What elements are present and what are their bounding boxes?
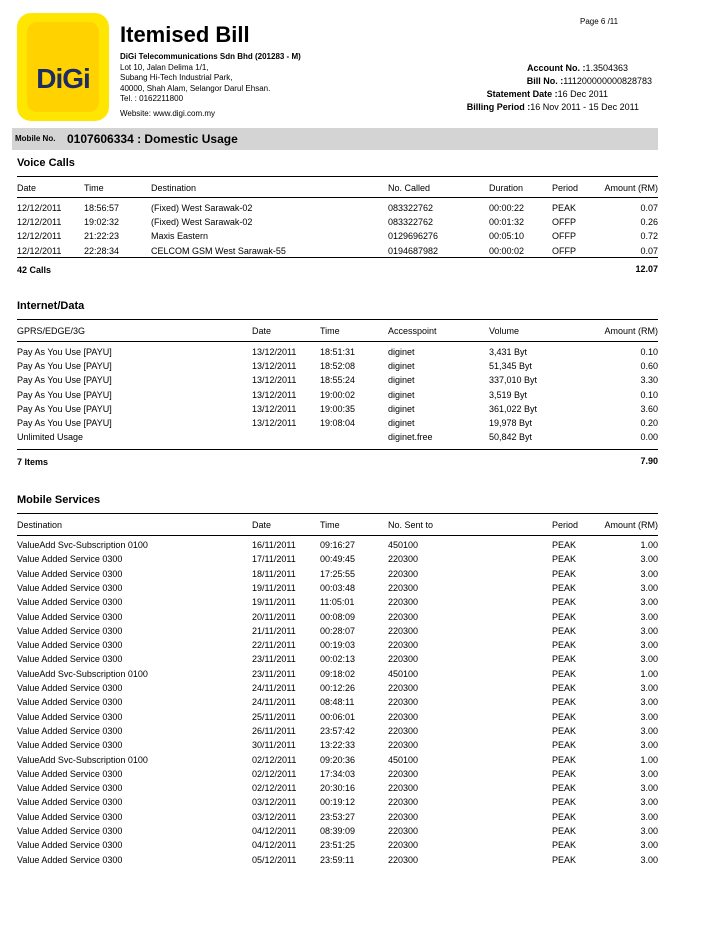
amount-cell: 0.07 <box>640 203 658 213</box>
date-cell: 13/12/2011 <box>252 347 297 357</box>
date-cell: 02/12/2011 <box>252 768 297 779</box>
time-cell: 17:34:03 <box>320 768 356 779</box>
amount-cell: 0.07 <box>640 245 658 256</box>
amount-cell: 3.00 <box>640 683 658 693</box>
accesspoint-cell: diginet <box>388 375 415 386</box>
time-cell: 09:16:27 <box>320 540 356 550</box>
period-cell: PEAK <box>552 740 577 751</box>
period-cell: PEAK <box>552 654 577 665</box>
date-cell: 12/12/2011 <box>17 245 62 256</box>
statement-date-row <box>467 88 608 101</box>
statement-date-value: 16 Dec 2011 <box>557 89 608 99</box>
account-info <box>466 62 652 114</box>
destination-cell: Value Added Service 0300 <box>17 654 123 665</box>
account-number-label: Account No. : <box>526 63 586 73</box>
amount-cell: 3.00 <box>640 826 658 836</box>
number-sent-to-cell: 450100 <box>388 540 419 550</box>
number-sent-to-cell: 220300 <box>388 854 419 865</box>
company-address-2: Subang Hi-Tech Industrial Park, <box>120 73 233 82</box>
number-sent-to-cell: 220300 <box>388 683 419 693</box>
mobile-number-bar <box>12 128 658 150</box>
period-cell: OFFP <box>552 231 576 242</box>
accesspoint-cell: diginet <box>388 389 415 400</box>
number-sent-to-cell: 220300 <box>388 625 419 636</box>
time-cell: 23:53:27 <box>320 811 356 822</box>
number-called-cell: 0194687982 <box>388 245 439 256</box>
destination-cell: ValueAdd Svc-Subscription 0100 <box>17 754 148 765</box>
date-cell: 23/11/2011 <box>252 668 296 679</box>
number-sent-to-cell: 220300 <box>388 840 419 851</box>
accesspoint-header: Accesspoint <box>388 326 437 336</box>
date-cell: 16/11/2011 <box>252 540 296 550</box>
time-cell: 11:05:01 <box>320 597 355 608</box>
date-cell: 26/11/2011 <box>252 725 296 736</box>
date-cell: 13/12/2011 <box>252 389 297 400</box>
digi-logo <box>17 13 109 121</box>
amount-cell: 3.00 <box>640 811 658 822</box>
number-sent-to-cell: 220300 <box>388 797 419 808</box>
destination-cell: ValueAdd Svc-Subscription 0100 <box>17 540 148 550</box>
voice-calls-title: Voice Calls <box>17 157 75 169</box>
time-cell: 20:30:16 <box>320 783 356 794</box>
number-sent-to-header: No. Sent to <box>388 520 434 530</box>
accesspoint-cell: diginet.free <box>388 432 433 443</box>
destination-cell: Value Added Service 0300 <box>17 840 123 851</box>
time-cell: 00:08:09 <box>320 611 356 622</box>
duration-cell: 00:00:22 <box>489 203 525 213</box>
bill-number-value: 111200000000828783 <box>563 76 652 86</box>
internet-total-value: 7.90 <box>640 456 658 466</box>
number-sent-to-cell: 220300 <box>388 554 419 565</box>
number-sent-to-cell: 220300 <box>388 811 419 822</box>
services-header-rule <box>17 535 658 536</box>
amount-cell: 1.00 <box>640 540 658 550</box>
amount-cell: 0.26 <box>640 217 658 228</box>
company-address-3: 40000, Shah Alam, Selangor Darul Ehsan. <box>120 83 271 93</box>
destination-cell: Value Added Service 0300 <box>17 697 123 708</box>
destination-header: Destination <box>17 520 63 530</box>
accesspoint-cell: diginet <box>388 418 415 428</box>
volume-cell: 361,022 Byt <box>489 403 538 414</box>
period-cell: PEAK <box>552 840 577 851</box>
account-number-value: 1.3504363 <box>585 63 628 73</box>
destination-cell: Value Added Service 0300 <box>17 826 123 836</box>
voice-header-rule <box>17 197 658 198</box>
service-type-cell: Pay As You Use [PAYU] <box>17 347 112 357</box>
mobile-services-title: Mobile Services <box>17 494 101 506</box>
time-cell: 18:51:31 <box>320 347 356 357</box>
service-type-cell: Pay As You Use [PAYU] <box>17 375 112 386</box>
account-number-row <box>467 62 628 75</box>
time-cell: 19:02:32 <box>84 217 120 228</box>
destination-cell: Value Added Service 0300 <box>17 554 123 565</box>
number-sent-to-cell: 220300 <box>388 697 419 708</box>
destination-cell: Value Added Service 0300 <box>17 625 123 636</box>
duration-cell: 00:00:02 <box>489 245 525 256</box>
period-cell: PEAK <box>552 711 577 722</box>
service-type-cell: Pay As You Use [PAYU] <box>17 389 112 400</box>
amount-cell: 3.00 <box>640 582 658 593</box>
destination-cell: Value Added Service 0300 <box>17 611 123 622</box>
amount-cell: 3.00 <box>640 554 658 565</box>
number-sent-to-cell: 220300 <box>388 768 419 779</box>
amount-cell: 3.00 <box>640 568 658 579</box>
voice-total-label: 42 Calls <box>17 265 52 275</box>
amount-cell: 3.00 <box>640 783 658 794</box>
period-cell: PEAK <box>552 582 577 593</box>
volume-cell: 337,010 Byt <box>489 375 538 386</box>
volume-cell: 3,519 Byt <box>489 389 528 400</box>
time-cell: 00:19:03 <box>320 640 356 651</box>
amount-cell: 3.30 <box>640 375 658 386</box>
period-cell: PEAK <box>552 597 577 608</box>
number-sent-to-cell: 220300 <box>388 725 419 736</box>
destination-cell: Value Added Service 0300 <box>17 740 123 751</box>
destination-cell: Maxis Eastern <box>151 231 209 242</box>
number-sent-to-cell: 220300 <box>388 597 419 608</box>
destination-cell: Value Added Service 0300 <box>17 783 123 794</box>
amount-cell: 0.10 <box>640 389 658 400</box>
amount-header: Amount (RM) <box>604 326 658 336</box>
period-cell: PEAK <box>552 783 577 794</box>
date-header: Date <box>17 183 37 193</box>
time-cell: 19:08:04 <box>320 418 356 428</box>
volume-header: Volume <box>489 326 520 336</box>
amount-cell: 1.00 <box>640 668 658 679</box>
amount-cell: 3.00 <box>640 711 658 722</box>
number-sent-to-cell: 450100 <box>388 668 419 679</box>
destination-cell: (Fixed) West Sarawak-02 <box>151 203 253 213</box>
date-cell: 04/12/2011 <box>252 826 297 836</box>
amount-cell: 0.00 <box>640 432 658 443</box>
time-cell: 09:20:36 <box>320 754 356 765</box>
destination-cell: Value Added Service 0300 <box>17 582 123 593</box>
number-sent-to-cell: 450100 <box>388 754 419 765</box>
time-cell: 08:39:09 <box>320 826 356 836</box>
date-header: Date <box>252 326 272 336</box>
time-cell: 13:22:33 <box>320 740 356 751</box>
amount-cell: 3.00 <box>640 611 658 622</box>
number-called-header: No. Called <box>388 183 431 193</box>
accesspoint-cell: diginet <box>388 361 415 372</box>
time-header: Time <box>320 326 340 336</box>
number-sent-to-cell: 220300 <box>388 740 419 751</box>
duration-header: Duration <box>489 183 524 193</box>
amount-cell: 3.00 <box>640 640 658 651</box>
service-type-cell: Pay As You Use [PAYU] <box>17 361 112 372</box>
period-cell: PEAK <box>552 625 577 636</box>
time-cell: 00:12:26 <box>320 683 356 693</box>
voice-top-rule <box>17 176 658 177</box>
service-type-cell: Pay As You Use [PAYU] <box>17 403 112 414</box>
company-name: DiGi Telecommunications Sdn Bhd (201283 - M) <box>120 52 301 61</box>
destination-cell: Value Added Service 0300 <box>17 768 123 779</box>
time-cell: 22:28:34 <box>84 245 120 256</box>
number-called-cell: 0129696276 <box>388 231 439 242</box>
internet-data-title: Internet/Data <box>17 300 85 312</box>
date-cell: 03/12/2011 <box>252 797 297 808</box>
date-cell: 12/12/2011 <box>17 217 62 228</box>
duration-cell: 00:01:32 <box>489 217 525 228</box>
services-top-rule <box>17 513 658 514</box>
number-called-cell: 083322762 <box>388 217 434 228</box>
amount-cell: 0.20 <box>640 418 658 428</box>
accesspoint-cell: diginet <box>388 347 415 357</box>
amount-cell: 3.00 <box>640 854 658 865</box>
destination-cell: Value Added Service 0300 <box>17 797 123 808</box>
internet-top-rule <box>17 319 658 320</box>
amount-cell: 3.00 <box>640 768 658 779</box>
time-cell: 19:00:02 <box>320 389 356 400</box>
amount-cell: 3.00 <box>640 725 658 736</box>
period-cell: PEAK <box>552 768 577 779</box>
amount-cell: 3.00 <box>640 697 658 708</box>
time-header: Time <box>84 183 104 193</box>
bill-number-label: Bill No. : <box>526 76 564 86</box>
period-cell: PEAK <box>552 697 577 708</box>
period-cell: PEAK <box>552 640 577 651</box>
amount-cell: 3.00 <box>640 740 658 751</box>
time-cell: 23:59:11 <box>320 854 355 865</box>
date-header: Date <box>252 520 272 530</box>
amount-cell: 3.00 <box>640 840 658 851</box>
number-sent-to-cell: 220300 <box>388 711 419 722</box>
period-cell: PEAK <box>552 203 577 213</box>
destination-cell: Value Added Service 0300 <box>17 725 123 736</box>
page-number: Page 6 /11 <box>580 17 619 26</box>
number-sent-to-cell: 220300 <box>388 582 419 593</box>
company-address-1: Lot 10, Jalan Delima 1/1, <box>120 62 209 72</box>
amount-cell: 1.00 <box>640 754 658 765</box>
date-cell: 23/11/2011 <box>252 654 296 665</box>
mobile-number-value: 0107606334 : Domestic Usage <box>67 132 238 146</box>
destination-cell: Value Added Service 0300 <box>17 811 123 822</box>
destination-header: Destination <box>151 183 197 193</box>
internet-total-label: 7 Items <box>17 457 49 467</box>
date-cell: 05/12/2011 <box>252 854 297 865</box>
date-cell: 02/12/2011 <box>252 783 297 794</box>
date-cell: 25/11/2011 <box>252 711 296 722</box>
amount-cell: 3.00 <box>640 654 658 665</box>
service-type-header: GPRS/EDGE/3G <box>17 326 86 336</box>
date-cell: 30/11/2011 <box>252 740 296 751</box>
period-cell: PEAK <box>552 540 577 550</box>
amount-header: Amount (RM) <box>604 183 658 193</box>
period-cell: OFFP <box>552 217 576 228</box>
statement-date-label: Statement Date : <box>486 89 558 99</box>
destination-cell: Value Added Service 0300 <box>17 711 123 722</box>
time-cell: 00:06:01 <box>320 711 356 722</box>
time-cell: 00:19:12 <box>320 797 356 808</box>
page-title: Itemised Bill <box>120 22 250 47</box>
time-cell: 18:55:24 <box>320 375 356 386</box>
date-cell: 18/11/2011 <box>252 568 296 579</box>
internet-total-rule <box>17 449 658 450</box>
date-cell: 13/12/2011 <box>252 403 297 414</box>
date-cell: 13/12/2011 <box>252 375 297 386</box>
amount-cell: 3.00 <box>640 597 658 608</box>
number-called-cell: 083322762 <box>388 203 434 213</box>
date-cell: 02/12/2011 <box>252 754 297 765</box>
amount-cell: 0.10 <box>640 347 658 357</box>
destination-cell: Value Added Service 0300 <box>17 854 123 865</box>
period-cell: PEAK <box>552 826 577 836</box>
time-cell: 23:57:42 <box>320 725 356 736</box>
time-cell: 00:03:48 <box>320 582 356 593</box>
period-cell: PEAK <box>552 797 577 808</box>
service-type-cell: Pay As You Use [PAYU] <box>17 418 112 428</box>
period-cell: PEAK <box>552 568 577 579</box>
date-cell: 24/11/2011 <box>252 697 296 708</box>
destination-cell: Value Added Service 0300 <box>17 597 123 608</box>
billing-period-row <box>467 101 639 114</box>
destination-cell: Value Added Service 0300 <box>17 683 123 693</box>
amount-cell: 3.00 <box>640 797 658 808</box>
amount-cell: 3.00 <box>640 625 658 636</box>
period-header: Period <box>552 520 579 530</box>
time-cell: 23:51:25 <box>320 840 356 851</box>
number-sent-to-cell: 220300 <box>388 654 419 665</box>
number-sent-to-cell: 220300 <box>388 640 419 651</box>
period-cell: PEAK <box>552 668 577 679</box>
period-cell: PEAK <box>552 725 577 736</box>
date-cell: 13/12/2011 <box>252 418 297 428</box>
number-sent-to-cell: 220300 <box>388 611 419 622</box>
period-header: Period <box>552 183 579 193</box>
period-cell: PEAK <box>552 811 577 822</box>
time-cell: 18:56:57 <box>84 203 120 213</box>
internet-header-rule <box>17 341 658 342</box>
number-sent-to-cell: 220300 <box>388 826 419 836</box>
date-cell: 03/12/2011 <box>252 811 297 822</box>
time-header: Time <box>320 520 340 530</box>
period-cell: PEAK <box>552 611 577 622</box>
billing-period-label: Billing Period : <box>466 102 531 112</box>
time-cell: 18:52:08 <box>320 361 356 372</box>
period-cell: PEAK <box>552 854 577 865</box>
volume-cell: 51,345 Byt <box>489 361 533 372</box>
amount-cell: 3.60 <box>640 403 658 414</box>
accesspoint-cell: diginet <box>388 403 415 414</box>
voice-total-rule <box>17 257 658 258</box>
time-cell: 08:48:11 <box>320 697 355 708</box>
time-cell: 00:49:45 <box>320 554 356 565</box>
time-cell: 21:22:23 <box>84 231 120 242</box>
amount-cell: 0.72 <box>640 231 658 242</box>
billing-period-value: 16 Nov 2011 - 15 Dec 2011 <box>530 102 639 112</box>
voice-total-value: 12.07 <box>635 264 658 274</box>
date-cell: 04/12/2011 <box>252 840 297 851</box>
service-type-cell: Unlimited Usage <box>17 432 84 443</box>
period-cell: PEAK <box>552 554 577 565</box>
date-cell: 12/12/2011 <box>17 231 62 242</box>
logo-wordmark: DiGi <box>36 63 90 94</box>
bill-number-row <box>467 75 652 88</box>
time-cell: 00:28:07 <box>320 625 356 636</box>
destination-cell: Value Added Service 0300 <box>17 640 123 651</box>
company-website: Website: www.digi.com.my <box>120 108 215 118</box>
time-cell: 09:18:02 <box>320 668 356 679</box>
mobile-number-label: Mobile No. <box>15 134 56 143</box>
period-cell: OFFP <box>552 245 576 256</box>
date-cell: 12/12/2011 <box>17 203 62 213</box>
company-info <box>120 52 301 119</box>
period-cell: PEAK <box>552 754 577 765</box>
date-cell: 19/11/2011 <box>252 597 296 608</box>
date-cell: 19/11/2011 <box>252 582 296 593</box>
date-cell: 24/11/2011 <box>252 683 296 693</box>
date-cell: 22/11/2011 <box>252 640 296 651</box>
destination-cell: CELCOM GSM West Sarawak-55 <box>151 245 286 256</box>
duration-cell: 00:05:10 <box>489 231 525 242</box>
company-tel: Tel. : 0162211800 <box>120 94 184 103</box>
destination-cell: ValueAdd Svc-Subscription 0100 <box>17 668 148 679</box>
volume-cell: 50,842 Byt <box>489 432 533 443</box>
volume-cell: 3,431 Byt <box>489 347 528 357</box>
volume-cell: 19,978 Byt <box>489 418 533 428</box>
time-cell: 00:02:13 <box>320 654 356 665</box>
number-sent-to-cell: 220300 <box>388 568 419 579</box>
date-cell: 13/12/2011 <box>252 361 297 372</box>
time-cell: 17:25:55 <box>320 568 356 579</box>
date-cell: 17/11/2011 <box>252 554 296 565</box>
number-sent-to-cell: 220300 <box>388 783 419 794</box>
destination-cell: Value Added Service 0300 <box>17 568 123 579</box>
time-cell: 19:00:35 <box>320 403 356 414</box>
period-cell: PEAK <box>552 683 577 693</box>
date-cell: 21/11/2011 <box>252 625 296 636</box>
date-cell: 20/11/2011 <box>252 611 296 622</box>
amount-cell: 0.60 <box>640 361 658 372</box>
amount-header: Amount (RM) <box>604 520 658 530</box>
destination-cell: (Fixed) West Sarawak-02 <box>151 217 253 228</box>
